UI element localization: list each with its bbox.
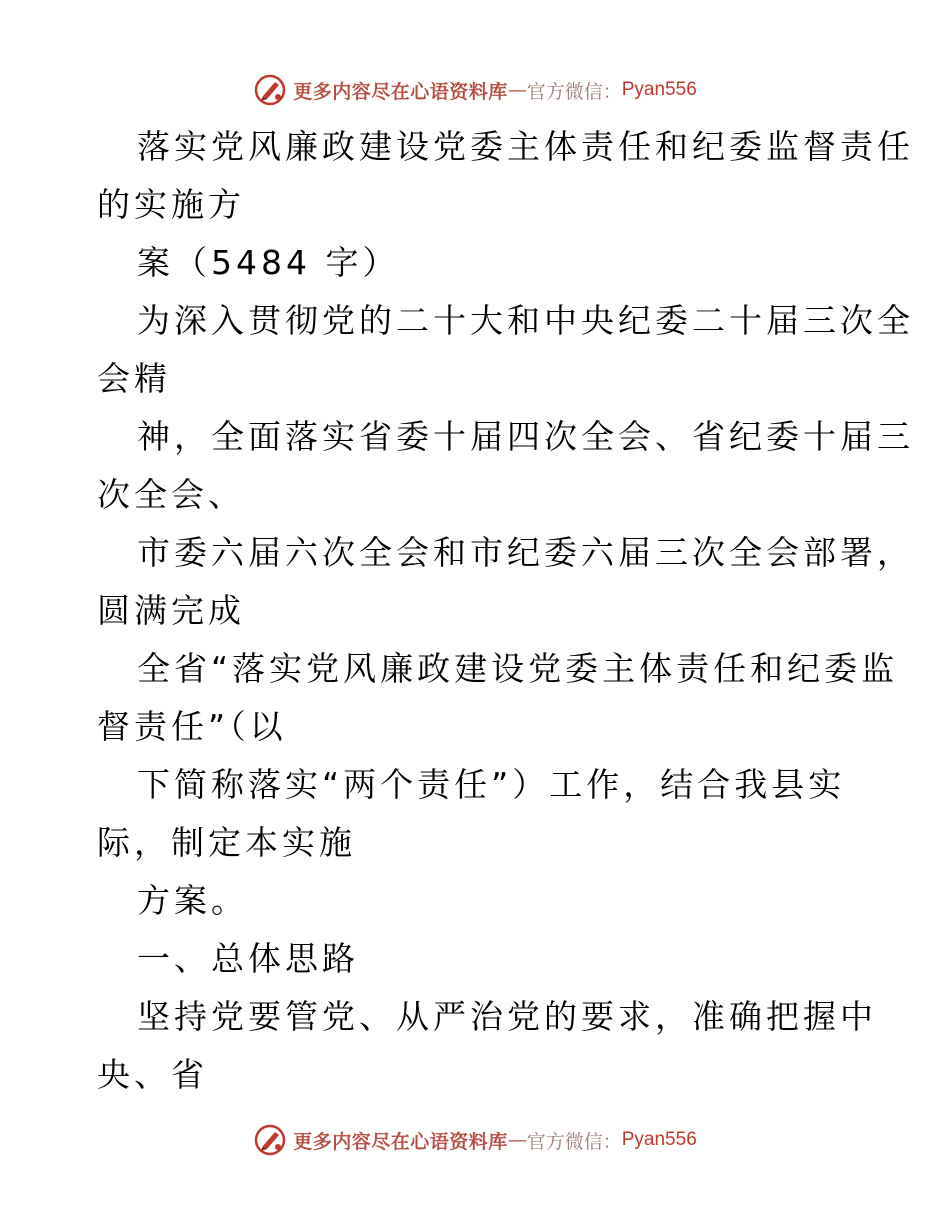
text-line: 的实施方 [97,185,245,224]
banner-brand-text: 更多内容尽在心语资料库 [293,1130,508,1153]
banner-brand-text: 更多内容尽在心语资料库 [293,80,508,103]
banner-dash: — [507,1129,527,1151]
text-line: 督责任”（以 [97,707,287,746]
header-watermark-banner [0,70,950,110]
banner-wechat-id: Pyan556 [621,79,697,100]
text-line: 圆满完成 [97,591,245,630]
text-line: 央、省 [97,1055,208,1094]
pen-logo-icon [253,1123,287,1157]
pen-logo-icon [253,73,287,107]
text-line: 落实党风廉政建设党委主体责任和纪委监督责任 [137,127,914,166]
text-line: 神，全面落实省委十届四次全会、省纪委十届三 [137,417,914,456]
text-line: 全省“落实党风廉政建设党委主体责任和纪委监 [137,649,899,688]
text-line: 案（5484 字） [137,243,400,282]
text-line: 次全会、 [97,475,245,514]
text-line: 为深入贯彻党的二十大和中央纪委二十届三次全 [137,301,914,340]
text-line: 方案。 [137,881,248,920]
text-line: 会精 [97,359,171,398]
text-line: 坚持党要管党、从严治党的要求，准确把握中 [137,997,877,1036]
banner-wechat-label: 官方微信： [526,80,622,103]
section-heading: 一、总体思路 [137,939,359,978]
document-body [97,118,914,1104]
banner-wechat-id: Pyan556 [621,1129,697,1150]
footer-watermark-banner [0,1120,950,1160]
banner-dash: — [507,79,527,101]
text-line: 市委六届六次全会和市纪委六届三次全会部署， [137,533,914,572]
text-line: 下简称落实“两个责任”）工作，结合我县实 [137,765,846,804]
banner-wechat-label: 官方微信： [526,1130,622,1153]
text-line: 际，制定本实施 [97,823,356,862]
